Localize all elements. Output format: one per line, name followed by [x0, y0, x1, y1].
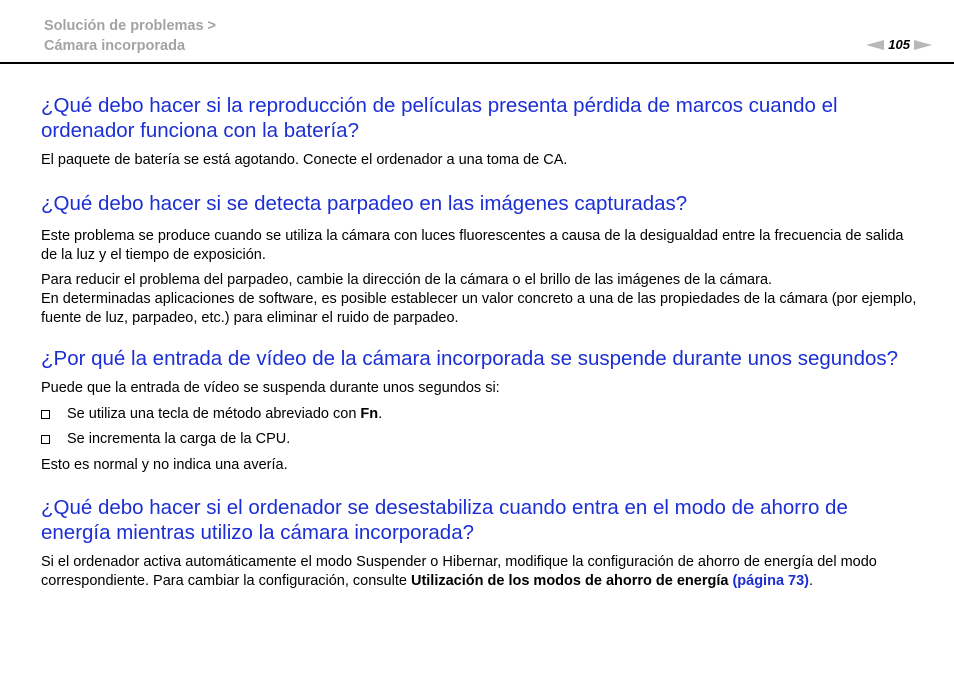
- power-saving-modes-reference: Utilización de los modos de ahorro de energía: [410, 573, 729, 589]
- section-1-paragraph: El paquete de batería se está agotando. Conecte el ordenador a una toma de CA.: [41, 152, 568, 168]
- main-content: [41, 93, 921, 591]
- page-number: 105: [888, 37, 910, 52]
- section-2-paragraph-1: Este problema se produce cuando se utiliza la cámara con luces fluorescentes a causa de la desigualdad entre la frecuencia de salida de la luz y el tiempo de exposición.: [41, 228, 904, 263]
- section-1-heading: ¿Qué debo hacer si la reproducción de películas presenta pérdida de marcos cuando el ordenador funciona con la batería?: [41, 94, 838, 142]
- section-3-list: [41, 405, 921, 449]
- list-item: Se incrementa la carga de la CPU.: [41, 430, 921, 449]
- breadcrumb-subsection[interactable]: Cámara incorporada: [44, 38, 186, 54]
- section-4-paragraph: Si el ordenador activa automáticamente el modo Suspender o Hibernar, modifique la configuración de ahorro de energía del modo correspondiente. Para cambiar la configuración, consulte Utilización de los modos de ahorro de energía (página 73).: [41, 554, 877, 589]
- list-item: Se utiliza una tecla de método abreviado con Fn.: [41, 405, 921, 424]
- section-3-paragraph-1: Puede que la entrada de vídeo se suspenda durante unos segundos si:: [41, 380, 500, 396]
- next-page-icon[interactable]: [914, 40, 932, 50]
- checkbox-bullet-icon: [41, 435, 50, 444]
- header-divider: [0, 62, 954, 64]
- page-73-link[interactable]: (página 73): [732, 573, 809, 589]
- section-3-paragraph-2: Esto es normal y no indica una avería.: [41, 457, 288, 473]
- page-navigation: [866, 37, 932, 53]
- section-4-heading: ¿Qué debo hacer si el ordenador se desestabiliza cuando entra en el modo de ahorro de energía mientras utilizo la cámara incorporada?: [41, 496, 848, 544]
- section-2-paragraph-2: Para reducir el problema del parpadeo, cambie la dirección de la cámara o el brillo de las imágenes de la cámara.: [41, 272, 773, 288]
- section-2-paragraph-3: En determinadas aplicaciones de software, es posible establecer un valor concreto a una de las propiedades de la cámara (por ejemplo, fuente de luz, parpadeo, etc.) para eliminar el ruido de parpadeo.: [41, 291, 917, 326]
- breadcrumb-section[interactable]: Solución de problemas >: [44, 18, 217, 34]
- section-2-heading: ¿Qué debo hacer si se detecta parpadeo en las imágenes capturadas?: [41, 192, 688, 215]
- previous-page-icon[interactable]: [866, 40, 884, 50]
- checkbox-bullet-icon: [41, 410, 50, 419]
- breadcrumb: [44, 16, 216, 56]
- section-3-heading: ¿Por qué la entrada de vídeo de la cámara incorporada se suspende durante unos segundos?: [41, 347, 899, 370]
